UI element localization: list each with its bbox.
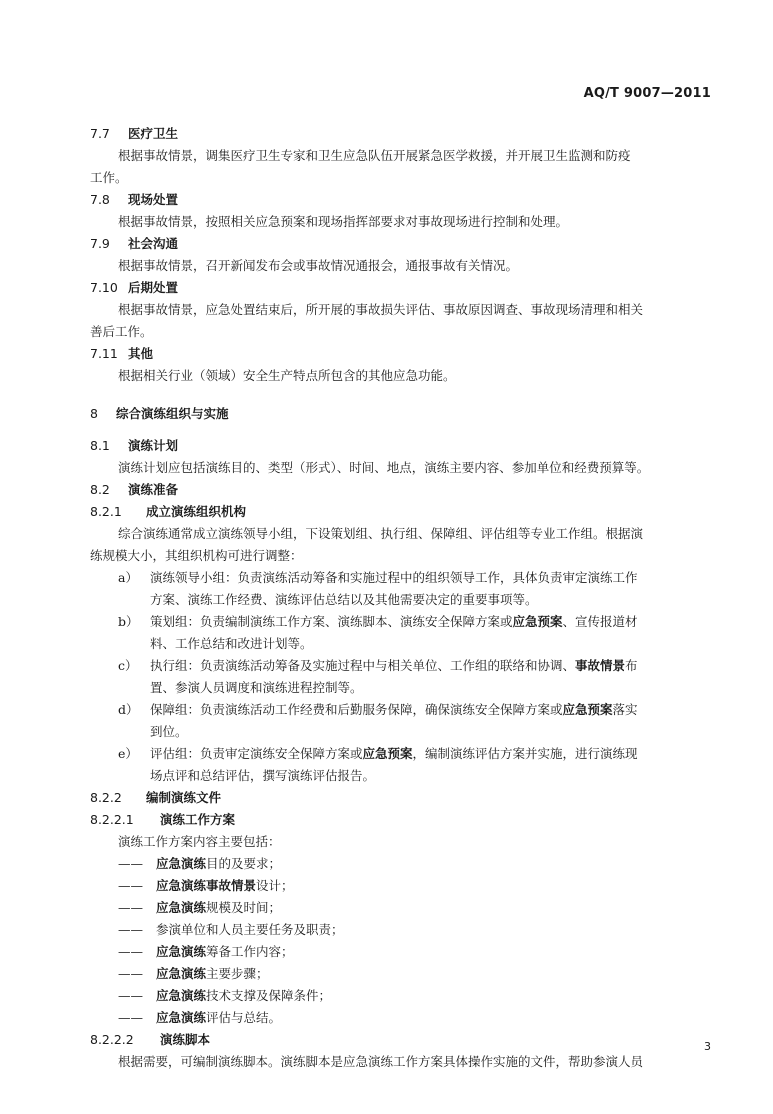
- standard-code: AQ/T 9007—2011: [583, 86, 711, 101]
- section-8-1-heading: 8.1 演练计划: [90, 438, 179, 453]
- paragraph: 练规模大小，其组织机构可进行调整：: [90, 548, 303, 563]
- list-item-a: a） 演练领导小组：负责演练活动筹备和实施过程中的组织领导工作，具体负责审定演练工作: [118, 570, 638, 585]
- section-8-2-1-heading: 8.2.1 成立演练组织机构: [90, 504, 247, 519]
- paragraph: 根据需要，可编制演练脚本。演练脚本是应急演练工作方案具体操作实施的文件，帮助参演人员: [118, 1054, 644, 1069]
- paragraph: 善后工作。: [90, 324, 153, 339]
- list-item-c-cont: 置、参演人员调度和演练进程控制等。: [150, 680, 363, 695]
- dash-item: —— 应急演练技术支撑及保障条件；: [118, 988, 332, 1003]
- list-item-a-cont: 方案、演练工作经费、演练评估总结以及其他需要决定的重要事项等。: [150, 592, 538, 607]
- paragraph: 综合演练通常成立演练领导小组，下设策划组、执行组、保障组、评估组等专业工作组。根据演: [118, 526, 644, 541]
- paragraph: 根据事故情景，应急处置结束后，所开展的事故损失评估、事故原因调查、事故现场清理和相关: [118, 302, 644, 317]
- dash-item: —— 应急演练筹备工作内容；: [118, 944, 294, 959]
- section-7-11-heading: 7.11 其他: [90, 346, 154, 361]
- paragraph: 工作。: [90, 170, 128, 185]
- dash-item: —— 应急演练评估与总结。: [118, 1010, 282, 1025]
- list-item-d-cont: 到位。: [150, 724, 188, 739]
- section-8-2-2-1-heading: 8.2.2.1 演练工作方案: [90, 812, 236, 827]
- section-8-2-2-2-heading: 8.2.2.2 演练脚本: [90, 1032, 211, 1047]
- paragraph: 根据事故情景，调集医疗卫生专家和卫生应急队伍开展紧急医学救援，并开展卫生监测和防疫: [118, 148, 631, 163]
- paragraph: 根据事故情景，召开新闻发布会或事故情况通报会，通报事故有关情况。: [118, 258, 519, 273]
- section-7-8-heading: 7.8 现场处置: [90, 192, 179, 207]
- section-7-10-heading: 7.10 后期处置: [90, 280, 179, 295]
- section-8-2-heading: 8.2 演练准备: [90, 482, 179, 497]
- document-body: [90, 123, 712, 1073]
- paragraph: 根据相关行业（领域）安全生产特点所包含的其他应急功能。: [118, 368, 456, 383]
- section-8-heading: 8 综合演练组织与实施: [90, 406, 229, 421]
- list-item-d: d） 保障组：负责演练活动工作经费和后勤服务保障，确保演练安全保障方案或应急预案落实: [118, 702, 638, 717]
- list-item-e: e） 评估组：负责审定演练安全保障方案或应急预案，编制演练评估方案并实施，进行演练现: [118, 746, 638, 761]
- dash-item: —— 应急演练规模及时间；: [118, 900, 282, 915]
- section-7-9-heading: 7.9 社会沟通: [90, 236, 179, 251]
- dash-item: —— 应急演练主要步骤；: [118, 966, 269, 981]
- paragraph: 演练工作方案内容主要包括：: [118, 834, 281, 849]
- paragraph: 演练计划应包括演练目的、类型（形式）、时间、地点，演练主要内容、参加单位和经费预算等。: [118, 460, 650, 475]
- page-number: 3: [704, 1040, 711, 1053]
- list-item-b: b） 策划组：负责编制演练工作方案、演练脚本、演练安全保障方案或应急预案、宣传报道材: [118, 614, 638, 629]
- section-8-2-2-heading: 8.2.2 编制演练文件: [90, 790, 222, 805]
- dash-item: —— 参演单位和人员主要任务及职责；: [118, 922, 344, 937]
- list-item-e-cont: 场点评和总结评估，撰写演练评估报告。: [150, 768, 376, 783]
- section-7-7-heading: 7.7 医疗卫生: [90, 126, 179, 141]
- dash-item: —— 应急演练目的及要求；: [118, 856, 282, 871]
- list-item-b-cont: 料、工作总结和改进计划等。: [150, 636, 313, 651]
- dash-item: —— 应急演练事故情景设计；: [118, 878, 294, 893]
- list-item-c: c） 执行组：负责演练活动筹备及实施过程中与相关单位、工作组的联络和协调、事故情景布: [118, 658, 638, 673]
- paragraph: 根据事故情景，按照相关应急预案和现场指挥部要求对事故现场进行控制和处理。: [118, 214, 569, 229]
